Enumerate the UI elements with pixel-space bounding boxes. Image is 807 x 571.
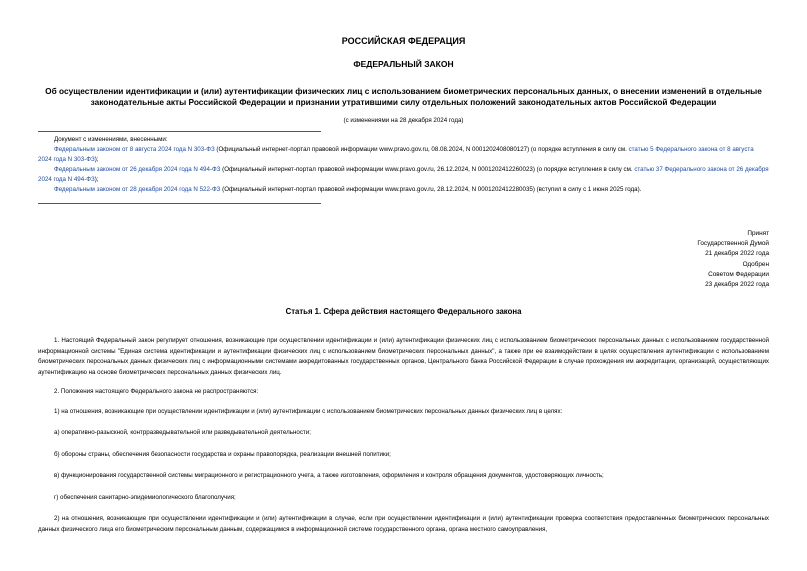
change-item [38,165,769,185]
change-law-link[interactable]: Федеральным законом от 26 декабря 2024 года N 494-ФЗ [54,166,221,173]
article-paragraph: 2) на отношения, возникающие при осуществлении идентификации и (или) аутентификации в случае, если при осуществлении идентификации и (или) аутентификации проверка соответствия предоставленных биометрических персональных данных физического лица его биометрическим персональным данным, содержащимся в информационной системе государственного органа, органа местного самоуправления, [38,515,769,533]
acceptance-line: Одобрен [742,260,769,268]
change-law-link[interactable]: Федеральным законом от 8 августа 2024 года N 303-ФЗ [54,146,215,153]
article-paragraph: 2. Положения настоящего Федерального закона не распространяются: [54,388,259,395]
article-body [38,336,769,535]
acceptance-line: Принят [747,230,769,237]
change-article-link[interactable]: статью 37 Федерального закона от 26 декабря 2024 года N 494-ФЗ [38,166,769,183]
changes-heading: Документ с изменениями, внесенными: [54,136,168,143]
change-item [38,185,769,195]
change-article-link[interactable]: статью 5 Федерального закона от 8 августа 2024 года N 303-ФЗ [38,146,754,163]
amendment-note: (с изменениями на 28 декабря 2024 года) [343,117,464,124]
article-paragraph: 1. Настоящий Федеральный закон регулирует отношения, возникающие при осуществлении идентификации и (или) аутентификации физических лиц с использованием биометрических персональных данных с использованием государственной информационной системы "Единая система идентификации и аутентификации физических лиц с использованием биометрических персональных данных", а также при ее взаимодействии в целях осуществления аутентификации с использованием биометрических персональных данных физических лиц с информационными системами аккредитованных государственных органов, Центрального банка Российской Федерации в случае прохождения им аккредитации, организаций, осуществляющих аутентификацию на основе биометрических персональных данных физических лиц. [38,337,769,376]
article-paragraph: 1) на отношения, возникающие при осуществлении идентификации и (или) аутентификации с использованием биометрических персональных данных физических лиц в целях: [54,407,563,415]
article-paragraph: а) оперативно-разыскной, контрразведывательной или разведывательной деятельности; [54,429,311,436]
divider-bottom [38,203,321,204]
change-tail: ); [94,176,99,183]
article-title: Статья 1. Сфера действия настоящего Федерального закона [285,307,522,316]
law-title: Об осуществлении идентификации и (или) аутентификации физических лиц с использованием биометрических персональных данных, о внесении изменений в отдельные законодательные акты Российской Федерации и признании утратившими силу отдельных положений законодательных актов Российской Федерации [45,86,762,107]
article-paragraph: в) функционирования государственной системы миграционного и регистрационного учета, а также изготовления, оформления и контроля обращения документов, удостоверяющих личность; [54,472,604,479]
change-item [38,145,769,165]
acceptance-line: Советом Федерации [708,270,769,278]
article-paragraph: г) обеспечения санитарно-эпидемиологического благополучия; [54,493,236,501]
change-law-link[interactable]: Федеральным законом от 28 декабря 2024 года N 522-ФЗ [54,186,221,193]
law-type-heading: ФЕДЕРАЛЬНЫЙ ЗАКОН [353,59,454,69]
changes-block [38,135,769,195]
change-text: (Официальный интернет-портал правовой информации www.pravo.gov.ru, 26.12.2024, N 0001202412260023) (о порядке вступления в силу см. [220,166,635,173]
change-tail: ); [94,156,99,163]
change-text: (Официальный интернет-портал правовой информации www.pravo.gov.ru, 08.08.2024, N 0001202408080127) (о порядке вступления в силу см. [214,146,629,153]
acceptance-line: 23 декабря 2022 года [705,281,769,289]
acceptance-line: Государственной Думой [697,240,769,248]
acceptance-line: 21 декабря 2022 года [705,250,769,258]
acceptance-block [697,229,769,290]
divider-top [38,131,321,132]
article-paragraph: б) обороны страны, обеспечения безопасности государства и охраны правопорядка, реализации внешней политики; [54,450,391,458]
change-text: (Официальный интернет-портал правовой информации www.pravo.gov.ru, 28.12.2024, N 0001202412280035) (вступил в силу с 1 июня 2025 года). [220,186,642,193]
country-heading: РОССИЙСКАЯ ФЕДЕРАЦИЯ [341,36,466,46]
